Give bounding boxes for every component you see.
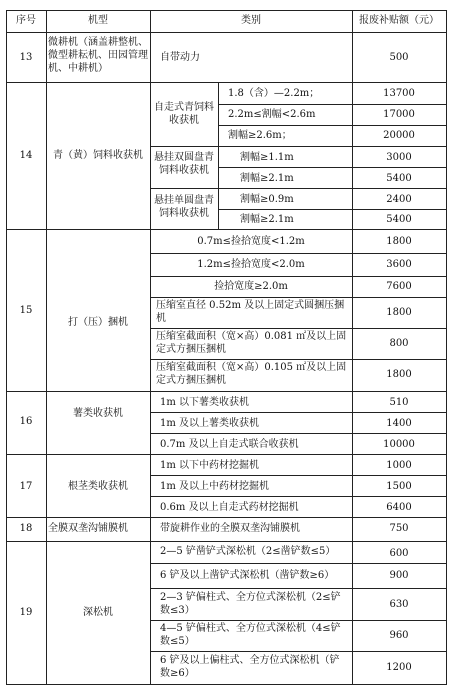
row-16-amount: 10000 <box>383 439 415 450</box>
grid-line <box>218 104 447 105</box>
row-17-amount: 6400 <box>386 502 412 513</box>
grid-line <box>6 229 447 230</box>
grid-line <box>6 541 447 542</box>
grid-line <box>6 10 447 11</box>
row-14-group-2: 悬挂双圆盘青饲料收获机 <box>154 152 214 176</box>
row-16-item: 1m 及以上薯类收获机 <box>160 418 260 429</box>
row-15-seq: 15 <box>19 305 33 316</box>
row-16-item: 1m 以下薯类收获机 <box>160 397 250 408</box>
row-17-item: 0.6m 及以上自走式药材挖掘机 <box>160 502 299 513</box>
row-14-g1-amount: 20000 <box>383 130 415 141</box>
row-14-g2-amount: 5400 <box>386 173 412 184</box>
row-17-model: 根茎类收获机 <box>68 481 128 492</box>
row-17-item: 1m 以下中药材挖掘机 <box>160 460 260 471</box>
grid-line <box>218 125 447 126</box>
row-16-seq: 16 <box>19 416 33 427</box>
row-19-seq: 19 <box>19 607 33 618</box>
grid-line <box>6 32 447 33</box>
grid-line <box>150 563 447 564</box>
row-13-category: 自带动力 <box>160 52 200 63</box>
row-19-item: 6 铲及以上凿铲式深松机（凿铲数≥6） <box>160 570 335 581</box>
row-15-item: 捡拾宽度≥2.0m <box>214 281 288 292</box>
row-15-amount: 800 <box>389 338 409 349</box>
grid-line <box>6 10 7 684</box>
row-19-amount: 1200 <box>386 662 412 673</box>
grid-line <box>150 620 447 621</box>
grid-line <box>150 651 447 652</box>
grid-line <box>150 359 447 360</box>
row-14-g2-item: 割幅≥2.1m <box>240 173 294 184</box>
row-15-amount: 1800 <box>386 369 412 380</box>
row-16-model: 薯类收获机 <box>73 408 123 419</box>
row-16-amount: 510 <box>389 397 409 408</box>
grid-line <box>218 209 447 210</box>
row-17-item: 1m 及以上中药材挖掘机 <box>160 481 270 492</box>
header-amount: 报废补贴额（元） <box>359 15 439 26</box>
row-19-amount: 630 <box>389 599 409 610</box>
row-14-g1-item: 2.2m≤割幅<2.6m <box>228 109 316 120</box>
row-15-item: 压缩室截面积（宽×高）0.081 ㎡及以上固定式方捆压捆机 <box>156 331 347 355</box>
row-14-g2-amount: 3000 <box>386 152 412 163</box>
row-14-seq: 14 <box>19 150 33 161</box>
row-14-g2-item: 割幅≥1.1m <box>240 152 294 163</box>
row-19-item: 4—5 铲偏柱式、全方位式深松机（4≤铲数≤5） <box>160 623 341 647</box>
row-13-seq: 13 <box>19 52 33 63</box>
grid-line <box>446 10 447 684</box>
row-18-model: 全膜双垄沟铺膜机 <box>48 523 128 534</box>
row-13-model: 微耕机（涵盖耕整机、微型耕耘机、田园管理机、中耕机） <box>48 37 148 74</box>
grid-line <box>150 146 447 147</box>
grid-line <box>6 82 447 83</box>
grid-line <box>150 188 447 189</box>
row-15-amount: 1800 <box>386 236 412 247</box>
row-14-g1-amount: 17000 <box>383 109 415 120</box>
row-14-g3-amount: 2400 <box>386 194 412 205</box>
row-14-model: 青（黄）饲料收获机 <box>53 150 143 161</box>
row-15-amount: 3600 <box>386 259 412 270</box>
row-14-group-3: 悬挂单圆盘青饲料收获机 <box>154 195 214 219</box>
grid-line <box>46 10 47 684</box>
row-15-amount: 1800 <box>386 307 412 318</box>
row-15-model: 打（压）捆机 <box>68 317 128 328</box>
row-19-item: 2—5 铲凿铲式深松机（2≤凿铲数≤5） <box>160 546 336 557</box>
grid-line <box>150 412 447 413</box>
row-17-seq: 17 <box>19 481 33 492</box>
grid-line <box>150 588 447 589</box>
grid-line <box>150 496 447 497</box>
row-19-amount: 600 <box>389 548 409 559</box>
row-16-item: 0.7m 及以上自走式联合收获机 <box>160 439 299 450</box>
grid-line <box>218 167 447 168</box>
row-15-item: 压缩室截面积（宽×高）0.105 ㎡及以上固定式方捆压捆机 <box>156 362 347 386</box>
row-13-amount: 500 <box>389 52 409 63</box>
row-15-amount: 7600 <box>386 281 412 292</box>
row-19-model: 深松机 <box>83 607 113 618</box>
row-15-item: 压缩室直径 0.52m 及以上固定式圆捆压捆机 <box>156 300 345 324</box>
row-18-amount: 750 <box>389 523 409 534</box>
grid-line <box>150 328 447 329</box>
row-19-item: 2—3 铲偏柱式、全方位式深松机（2≤铲数≤3） <box>160 592 341 616</box>
row-18-category: 带旋耕作业的全膜双垄沟铺膜机 <box>160 523 300 534</box>
row-14-g3-item: 割幅≥0.9m <box>240 194 294 205</box>
row-19-amount: 900 <box>389 570 409 581</box>
header-model: 机型 <box>88 15 108 26</box>
row-14-group-1: 自走式青饲料收获机 <box>154 102 214 126</box>
grid-line <box>6 454 447 455</box>
grid-line <box>150 276 447 277</box>
row-14-g1-amount: 13700 <box>383 88 415 99</box>
row-14-g3-item: 割幅≥2.1m <box>240 214 294 225</box>
grid-line <box>150 10 151 684</box>
row-16-amount: 1400 <box>386 418 412 429</box>
grid-line <box>150 475 447 476</box>
row-17-amount: 1500 <box>386 481 412 492</box>
row-14-g1-item: 割幅≥2.6m； <box>228 130 292 141</box>
grid-line <box>150 433 447 434</box>
grid-line <box>6 391 447 392</box>
row-14-g1-item: 1.8（含）—2.2m； <box>228 88 320 99</box>
row-15-item: 1.2m≤捡拾宽度<2.0m <box>197 259 305 270</box>
header-category: 类别 <box>241 15 261 26</box>
grid-line <box>6 517 447 518</box>
row-17-amount: 1000 <box>386 460 412 471</box>
row-19-amount: 960 <box>389 630 409 641</box>
header-seq: 序号 <box>16 15 36 26</box>
row-19-item: 6 铲及以上偏柱式、全方位式深松机（铲数≥6） <box>160 655 340 679</box>
row-14-g3-amount: 5400 <box>386 214 412 225</box>
grid-line <box>150 253 447 254</box>
row-18-seq: 18 <box>19 523 33 534</box>
grid-line <box>150 297 447 298</box>
row-15-item: 0.7m≤捡拾宽度<1.2m <box>197 236 305 247</box>
